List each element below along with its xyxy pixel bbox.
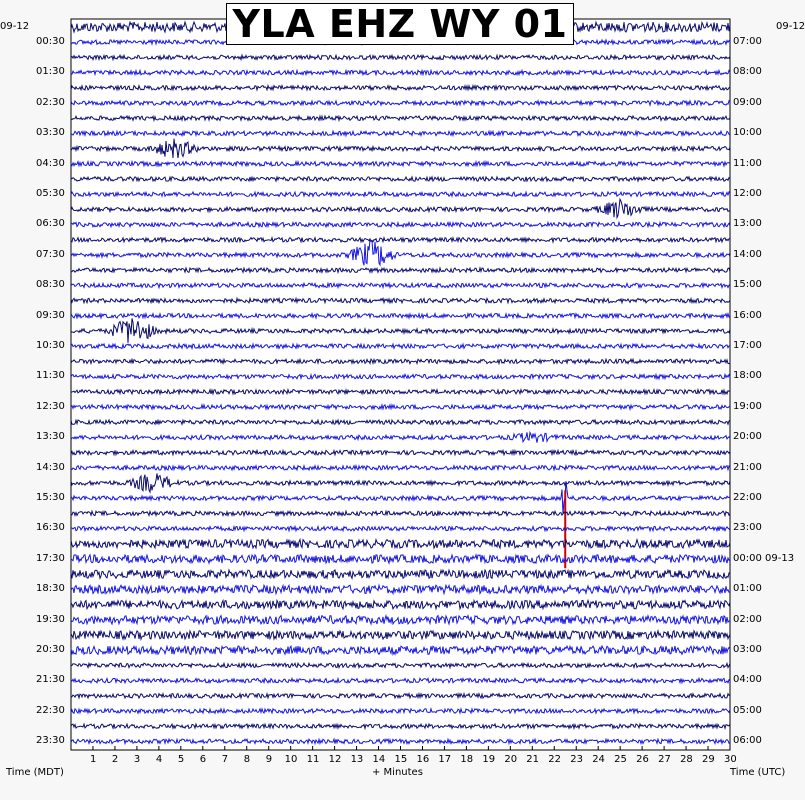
left-tick-label: 04:30: [36, 157, 65, 169]
left-tick-label: 20:30: [36, 644, 65, 655]
left-tick-label: 06:30: [36, 218, 65, 230]
left-tick-label: 03:30: [36, 127, 65, 139]
right-tick-label: 04:00: [733, 674, 762, 686]
x-tick-label: 28: [680, 754, 693, 765]
right-tick-label: 23:00: [733, 522, 762, 534]
x-tick-label: 7: [221, 754, 229, 765]
x-tick-label: 18: [460, 754, 474, 765]
right-tick-label: 06:00: [733, 735, 762, 747]
left-axis-label: Time (MDT): [6, 767, 64, 778]
x-tick-label: 14: [372, 754, 386, 765]
x-tick-label: 17: [438, 754, 452, 765]
x-tick-label: 27: [658, 754, 671, 765]
left-tick-label: 15:30: [36, 492, 65, 503]
x-tick-label: 13: [350, 754, 364, 765]
right-tick-label: 14:00: [733, 248, 762, 260]
chart-title-box: [226, 3, 574, 45]
left-tick-label: 22:30: [36, 704, 65, 716]
x-tick-label: 15: [394, 754, 408, 765]
x-tick-label: 24: [592, 754, 605, 765]
right-tick-label: 10:00: [733, 127, 762, 139]
x-tick-label: 3: [133, 754, 141, 765]
left-tick-label: 02:30: [36, 96, 65, 108]
left-tick-label: 12:30: [36, 400, 65, 412]
start-date-label: 09-12: [0, 21, 30, 32]
right-tick-label: 02:00: [733, 613, 762, 625]
x-tick-label: 5: [177, 754, 185, 765]
chart-title: YLA EHZ WY 01: [232, 2, 568, 46]
right-tick-label: 17:00: [733, 340, 762, 351]
right-tick-label: 16:00: [733, 309, 762, 321]
left-tick-label: 16:30: [36, 522, 65, 534]
left-tick-label: 14:30: [36, 461, 65, 473]
x-tick-label: 25: [614, 754, 627, 765]
x-tick-label: 6: [199, 754, 207, 765]
x-tick-label: 20: [504, 754, 518, 765]
right-tick-label: 15:00: [733, 279, 762, 291]
left-tick-label: 09:30: [36, 309, 65, 321]
left-tick-label: 21:30: [36, 674, 65, 686]
right-tick-label: 07:00: [733, 36, 762, 47]
right-tick-label: 13:00: [733, 218, 762, 230]
right-tick-label: 12:00: [733, 188, 762, 199]
left-tick-label: 01:30: [36, 66, 65, 78]
right-tick-label: 21:00: [733, 461, 762, 473]
left-tick-label: 18:30: [36, 583, 65, 595]
x-tick-label: 2: [111, 754, 119, 765]
x-tick-label: 23: [570, 754, 583, 765]
plot-area: [71, 19, 730, 750]
x-tick-label: 16: [416, 754, 430, 765]
left-tick-label: 08:30: [36, 279, 65, 291]
x-tick-label: 21: [526, 754, 540, 765]
left-tick-label: 17:30: [36, 552, 65, 564]
right-axis-label: Time (UTC): [730, 767, 786, 778]
left-tick-label: 10:30: [36, 340, 65, 351]
x-tick-label: 30: [724, 754, 737, 765]
right-tick-label: 09:00: [733, 96, 762, 108]
left-tick-label: 11:30: [36, 370, 65, 382]
right-tick-label: 19:00: [733, 400, 762, 412]
x-tick-label: 26: [636, 754, 649, 765]
x-tick-label: 12: [328, 754, 342, 765]
x-tick-label: 11: [306, 754, 320, 765]
x-axis-label: + Minutes: [372, 767, 423, 778]
x-tick-label: 4: [155, 754, 163, 765]
x-tick-label: 29: [702, 754, 715, 765]
x-tick-label: 9: [265, 754, 273, 765]
left-tick-label: 07:30: [36, 248, 65, 260]
right-tick-label: 22:00: [733, 492, 762, 503]
right-tick-label: 08:00: [733, 66, 762, 78]
x-tick-label: 22: [548, 754, 561, 765]
right-tick-label: 01:00: [733, 583, 762, 595]
right-tick-label: 11:00: [733, 157, 762, 169]
x-tick-label: 19: [482, 754, 496, 765]
x-tick-label: 8: [243, 754, 251, 765]
left-tick-label: 19:30: [36, 613, 65, 625]
left-tick-label: 05:30: [36, 188, 65, 199]
right-tick-label: 03:00: [733, 644, 762, 655]
right-start-date-label: 09-12: [776, 21, 805, 32]
left-tick-label: 00:30: [36, 36, 65, 47]
right-tick-label: 00:00 09-13: [733, 552, 795, 564]
x-tick-label: 10: [284, 754, 298, 765]
right-tick-label: 18:00: [733, 370, 762, 382]
left-tick-label: 23:30: [36, 735, 65, 747]
x-tick-label: 1: [89, 754, 97, 765]
left-tick-label: 13:30: [36, 431, 65, 443]
right-tick-label: 05:00: [733, 704, 762, 716]
right-tick-label: 20:00: [733, 431, 762, 443]
